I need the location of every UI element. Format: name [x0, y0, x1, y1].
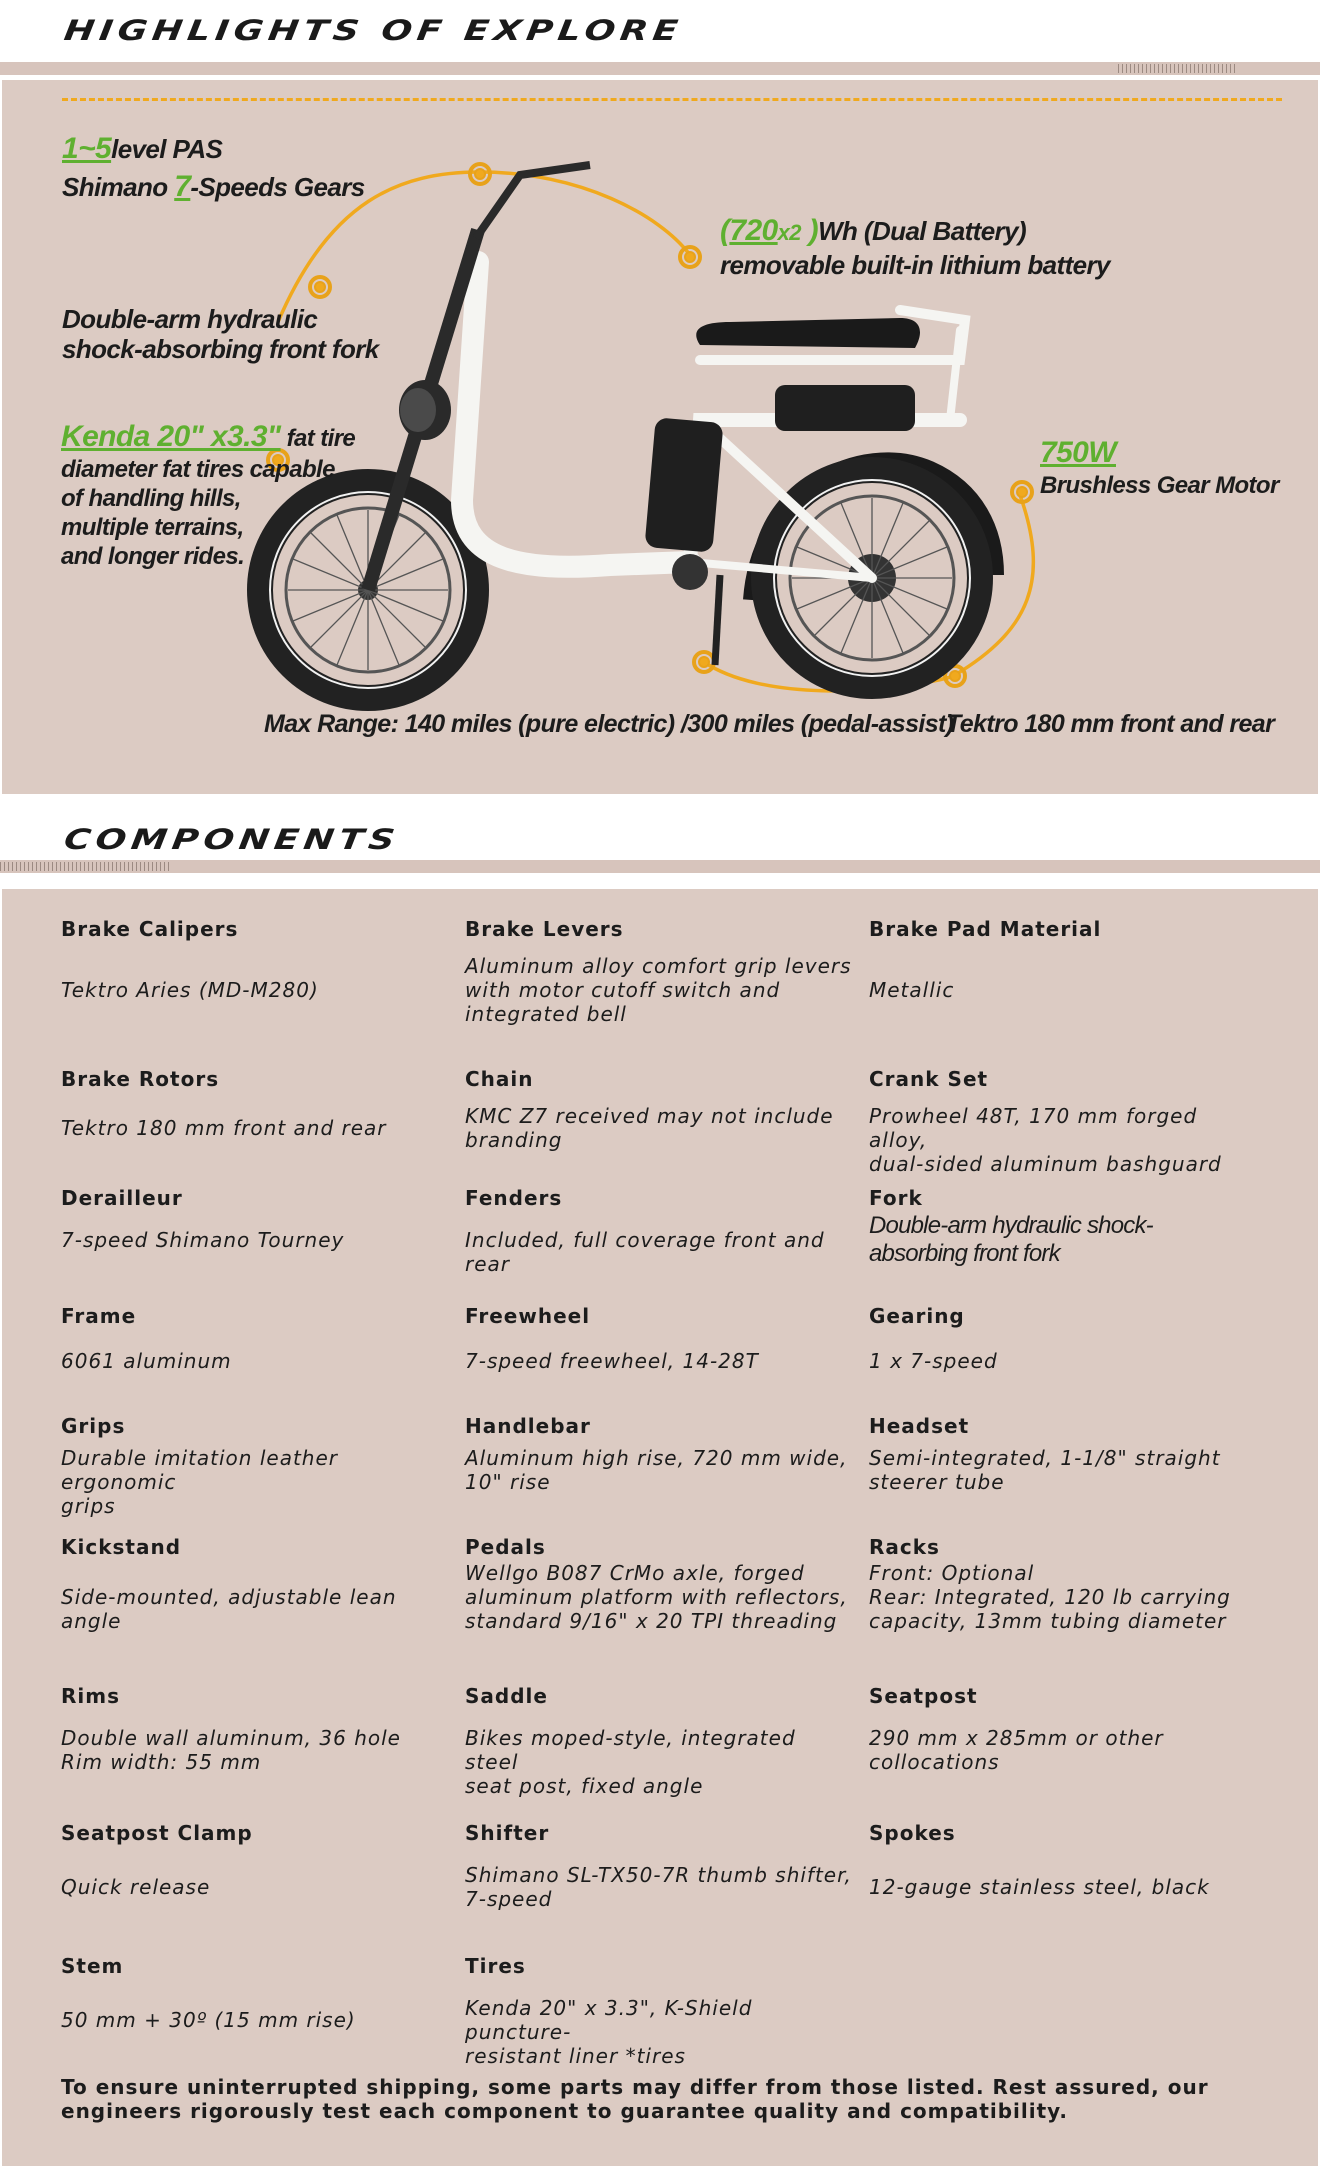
component-label-saddle: Saddle — [465, 1684, 548, 1708]
component-label-freewheel: Freewheel — [465, 1304, 591, 1328]
component-value-tires: Kenda 20" x 3.3", K-Shield puncture- resistant liner *tires — [465, 1996, 753, 2068]
component-value-headset: Semi-integrated, 1-1/8" straight steerer tube — [869, 1446, 1221, 1494]
crank — [672, 554, 708, 590]
component-value-brake-rotors: Tektro 180 mm front and rear — [61, 1116, 387, 1140]
component-value-brake-calipers: Tektro Aries (MD-M280) — [61, 978, 319, 1002]
component-label-rims: Rims — [61, 1684, 120, 1708]
fork-line1: Double-arm hydraulic — [62, 304, 318, 334]
component-label-fork: Fork — [869, 1186, 923, 1210]
component-value-handlebar: Aluminum high rise, 720 mm wide, 10" rise — [465, 1446, 848, 1494]
pas-value: 1~5 — [62, 132, 112, 165]
tire-line-3: multiple terrains, — [61, 514, 244, 541]
component-value-shifter: Shimano SL-TX50-7R thumb shifter, 7-speed — [465, 1863, 852, 1911]
battery-open: ( — [720, 214, 730, 247]
callout-dot-battery-core — [685, 252, 695, 262]
component-value-grips: Durable imitation leather ergonomic grips — [61, 1446, 338, 1518]
component-label-shifter: Shifter — [465, 1821, 550, 1845]
tire-value: Kenda 20" x3.3" — [61, 420, 281, 453]
tire-line-1: diameter fat tires capable — [61, 456, 335, 483]
front-battery — [644, 417, 723, 552]
component-value-stem: 50 mm + 30º (15 mm rise) — [61, 2008, 356, 2032]
component-value-kickstand: Side-mounted, adjustable lean angle — [61, 1585, 397, 1633]
component-label-brake-levers: Brake Levers — [465, 917, 624, 941]
battery-value: 720 — [729, 214, 778, 247]
components-title: COMPONENTS — [62, 824, 402, 856]
feature-gears — [62, 170, 365, 204]
component-value-saddle: Bikes moped-style, integrated steel seat post, fixed angle — [465, 1726, 796, 1798]
component-label-chain: Chain — [465, 1067, 534, 1091]
component-value-fork: Double-arm hydraulic shock- absorbing front fork — [869, 1212, 1153, 1267]
component-label-grips: Grips — [61, 1414, 126, 1438]
component-value-rims: Double wall aluminum, 36 hole Rim width: 55 mm — [61, 1726, 401, 1774]
component-value-seatpost: 290 mm x 285mm or other collocations — [869, 1726, 1164, 1774]
component-value-racks: Front: Optional Rear: Integrated, 120 lb carrying capacity, 13mm tubing diameter — [869, 1561, 1231, 1633]
gears-suffix: -Speeds Gears — [190, 172, 365, 202]
component-value-derailleur: 7-speed Shimano Tourney — [61, 1228, 345, 1252]
battery-unit: Wh (Dual Battery) — [818, 216, 1026, 246]
component-label-brake-calipers: Brake Calipers — [61, 917, 239, 941]
component-label-crank-set: Crank Set — [869, 1067, 989, 1091]
component-value-gearing: 1 x 7-speed — [869, 1349, 998, 1373]
feature-tire — [61, 420, 355, 454]
component-value-crank-set: Prowheel 48T, 170 mm forged alloy, dual-sided aluminum bashguard — [869, 1104, 1222, 1176]
fork-line2: shock-absorbing front fork — [62, 334, 379, 364]
component-label-frame: Frame — [61, 1304, 137, 1328]
tire-text: fat tire — [280, 425, 356, 452]
tire-line-2: of handling hills, — [61, 485, 241, 512]
component-label-stem: Stem — [61, 1954, 124, 1978]
bike-illustration — [0, 0, 1320, 800]
component-value-frame: 6061 aluminum — [61, 1349, 232, 1373]
highlights-title: HIGHLIGHTS OF EXPLORE — [62, 15, 685, 48]
component-label-derailleur: Derailleur — [61, 1186, 183, 1210]
component-label-kickstand: Kickstand — [61, 1535, 182, 1559]
component-label-tires: Tires — [465, 1954, 526, 1978]
rear-battery — [775, 385, 915, 431]
pas-text: level PAS — [111, 134, 223, 164]
callout-dot-brake-core — [950, 671, 960, 681]
component-label-fenders: Fenders — [465, 1186, 563, 1210]
kickstand — [715, 575, 720, 665]
component-value-pedals: Wellgo B087 CrMo axle, forged aluminum platform with reflectors, standard 9/16" x 20 TPI threading — [465, 1561, 848, 1633]
component-label-racks: Racks — [869, 1535, 940, 1559]
callout-dot-fork-core — [315, 282, 325, 292]
callout-dot-kickstand-core — [699, 657, 709, 667]
components-note: To ensure uninterrupted shipping, some parts may differ from those listed. Rest assured, our engineers rigorously test each component to guarantee quality and compatibility. — [61, 2075, 1209, 2123]
component-label-handlebar: Handlebar — [465, 1414, 591, 1438]
component-value-freewheel: 7-speed freewheel, 14-28T — [465, 1349, 759, 1373]
component-value-brake-pad-material: Metallic — [869, 978, 955, 1002]
battery-mult: x2 — [777, 220, 801, 245]
range-text: Max Range: 140 miles (pure electric) /300 miles (pedal-assist) — [264, 710, 954, 738]
component-label-spokes: Spokes — [869, 1821, 956, 1845]
feature-pas — [62, 132, 222, 166]
tire-line-4: and longer rides. — [61, 543, 245, 570]
feature-battery — [720, 214, 1026, 248]
component-label-seatpost: Seatpost — [869, 1684, 978, 1708]
component-label-headset: Headset — [869, 1414, 970, 1438]
component-label-seatpost-clamp: Seatpost Clamp — [61, 1821, 253, 1845]
gears-value: 7 — [174, 170, 191, 203]
motor-text: Brushless Gear Motor — [1040, 472, 1279, 499]
gears-prefix: Shimano — [62, 172, 175, 202]
callout-dot-gears-core — [475, 169, 485, 179]
feature-motor-value — [1040, 436, 1116, 470]
component-value-spokes: 12-gauge stainless steel, black — [869, 1875, 1210, 1899]
component-label-pedals: Pedals — [465, 1535, 546, 1559]
component-value-seatpost-clamp: Quick release — [61, 1875, 211, 1899]
callout-dot-motor-core — [1017, 487, 1027, 497]
component-label-brake-pad-material: Brake Pad Material — [869, 917, 1102, 941]
component-value-fenders: Included, full coverage front and rear — [465, 1228, 825, 1276]
saddle — [696, 318, 920, 348]
brakes-text: Tektro 180 mm front and rear — [946, 710, 1275, 738]
component-value-chain: KMC Z7 received may not include branding — [465, 1104, 834, 1152]
components-rule — [0, 860, 1320, 873]
motor-value: 750W — [1040, 436, 1116, 469]
component-value-brake-levers: Aluminum alloy comfort grip levers with motor cutoff switch and integrated bell — [465, 954, 852, 1026]
battery-line2: removable built-in lithium battery — [720, 250, 1110, 280]
battery-close: ) — [800, 214, 819, 247]
component-label-brake-rotors: Brake Rotors — [61, 1067, 220, 1091]
component-label-gearing: Gearing — [869, 1304, 965, 1328]
